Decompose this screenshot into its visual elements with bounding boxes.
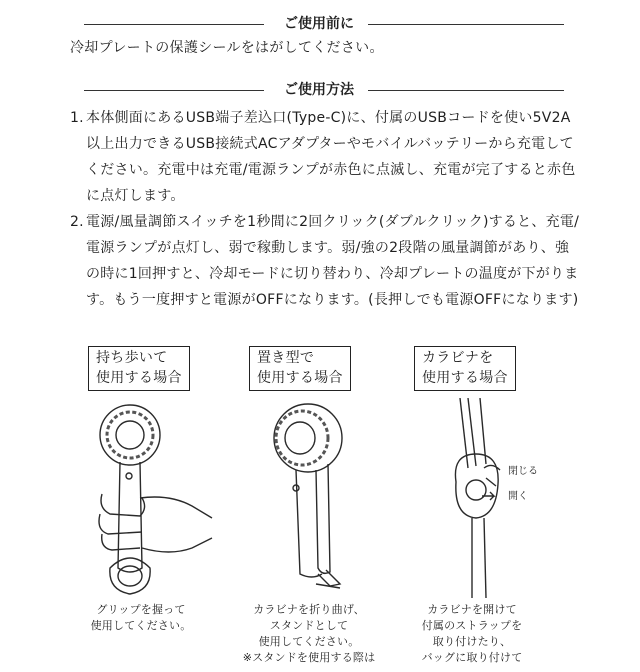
heading-rule-right	[368, 24, 564, 25]
heading-rule-right	[368, 90, 564, 91]
caption-carabiner	[402, 602, 542, 666]
label-line: 使用する場合	[257, 370, 343, 386]
label-line: カラビナを	[422, 350, 494, 366]
step-1	[70, 105, 582, 209]
mode-label-handheld	[88, 346, 190, 391]
caption-line: バッグに取り付けて	[421, 651, 523, 664]
caption-line: 付属のストラップを	[421, 619, 523, 632]
heading-text: ご使用前に	[284, 16, 354, 32]
standing-fan-illustration	[256, 398, 366, 598]
caption-line: カラビナを折り曲げ、	[253, 603, 365, 616]
label-line: 持ち歩いて	[96, 350, 168, 366]
caption-line: カラビナを開けて	[427, 603, 517, 616]
step-number: 2.	[70, 214, 84, 230]
section-heading-before-use	[84, 14, 564, 34]
caption-line: 取り付けたり、	[432, 635, 512, 648]
annotation-close: 閉じる	[508, 466, 538, 477]
mode-label-standing	[249, 346, 351, 391]
step-2	[70, 209, 582, 313]
step-text: 本体側面にあるUSB端子差込口(Type-C)に、付属のUSBコードを使い5V2A以上出力できるUSB接続式ACアダプターやモバイルバッテリーから充電してください。充電中は充電/電源ランプが赤色に点滅し、充電が完了すると赤色に点灯します。	[86, 110, 576, 204]
step-text: 電源/風量調節スイッチを1秒間に2回クリック(ダブルクリック)すると、充電/電源ランプが点灯し、弱で稼動します。弱/強の2段階の風量調節があり、強の時に1回押すと、冷却モードに切り替わり、冷却プレートの温度が下がります。もう一度押すと電源がOFFになります。(長押しでも電源OFFになります)	[86, 214, 580, 308]
label-line: 置き型で	[257, 350, 315, 366]
mode-label-carabiner	[414, 346, 516, 391]
caption-handheld	[76, 602, 206, 634]
caption-standing	[234, 602, 384, 666]
before-use-text: 冷却プレートの保護シールをはがしてください。	[70, 40, 384, 56]
caption-line: グリップを握って	[96, 603, 186, 616]
step-number: 1.	[70, 110, 84, 126]
handheld-fan-illustration	[80, 398, 220, 598]
heading-rule-left	[84, 24, 264, 25]
label-line: 使用する場合	[422, 370, 508, 386]
section-heading-how-to-use	[84, 80, 564, 100]
caption-line: 使用してください。	[90, 619, 192, 632]
caption-line: スタンドとして	[269, 619, 349, 632]
heading-text: ご使用方法	[284, 82, 354, 98]
caption-line: 使用してください。	[258, 635, 360, 648]
annotation-open: 開く	[508, 491, 528, 502]
heading-rule-left	[84, 90, 264, 91]
caption-note: ※スタンドを使用する際は	[242, 651, 376, 664]
label-line: 使用する場合	[96, 370, 182, 386]
